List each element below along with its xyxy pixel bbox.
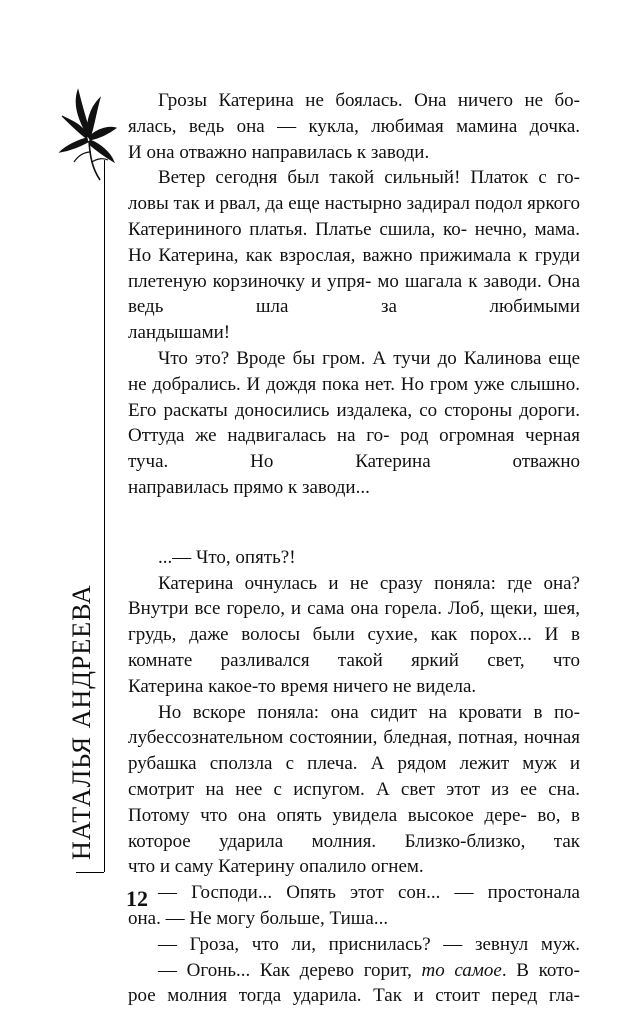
paragraph: Грозы Катерина не боялась. Она ничего не бо- ялась, ведь она — кукла, любимая мамина дочка. bbox=[128, 90, 580, 137]
lily-flower-icon bbox=[56, 86, 118, 182]
margin-rule-foot bbox=[76, 872, 104, 873]
paragraph-line: направилась прямо к заводи... bbox=[128, 476, 370, 498]
paragraph: Но вскоре поняла: она сидит на кровати в по- лубессознательном состоянии, бледная, потная, ночная рубашка сползла с плеча. А рядом лежит муж и смотрит на нее с испугом. А свет этот из ее сна. Потому что она опять увидела высокое дере- во, в которое ударила молния. Близко-близко, так bbox=[128, 701, 581, 852]
paragraph: Катерина очнулась и не сразу поняла: где она? Внутри все горело, и сама она горела. Лоб, щеки, шея, грудь, даже волосы были сухие, как порох... И в комнате разливался такой яркий свет, что bbox=[128, 572, 581, 671]
paragraph: — Гроза, что ли, приснилась? — зевнул муж. bbox=[158, 933, 580, 955]
margin-rule bbox=[104, 160, 105, 872]
paragraph: — Огонь... Как дерево горит, то самое. В кото- bbox=[158, 959, 580, 981]
body-text bbox=[128, 88, 580, 1009]
paragraph: Что это? Вроде бы гром. А тучи до Калинова еще не добрались. И дождя пока нет. Но гром уже слышно. Его раскаты доносились издалека, со стороны дороги. Оттуда же надвигалась на го- род огромная черная туча. Но Катерина отважно bbox=[128, 347, 581, 473]
paragraph-line: рое молния тогда ударила. Так и стоит перед гла- bbox=[128, 985, 580, 1007]
emphasis: то самое bbox=[421, 959, 502, 981]
section-break bbox=[128, 501, 580, 545]
page-number: 12 bbox=[126, 886, 148, 911]
paragraph-line: ландышами! bbox=[128, 322, 231, 344]
paragraph: ...— Что, опять?! bbox=[158, 546, 296, 568]
paragraph-line: она. — Не могу больше, Тиша... bbox=[128, 907, 389, 929]
running-head: НАТАЛЬЯ АНДРЕЕВА bbox=[67, 584, 96, 860]
paragraph-line: что и саму Катерину опалило огнем. bbox=[128, 856, 424, 878]
paragraph-line: Катерина какое-то время ничего не видела. bbox=[128, 675, 477, 697]
paragraph: — Господи... Опять этот сон... — простонала bbox=[158, 882, 580, 904]
paragraph-line: И она отважно направилась к заводи. bbox=[128, 141, 430, 163]
paragraph: Ветер сегодня был такой сильный! Платок с го- ловы так и рвал, да еще настырно задирал подол яркого Катерининого платья. Платье сшила, ко- нечно, мама. Но Катерина, как взрослая, важно прижимала к груди плетеную корзиночку и упря- мо шагала к заводи. Она ведь шла за любимыми bbox=[128, 167, 581, 318]
